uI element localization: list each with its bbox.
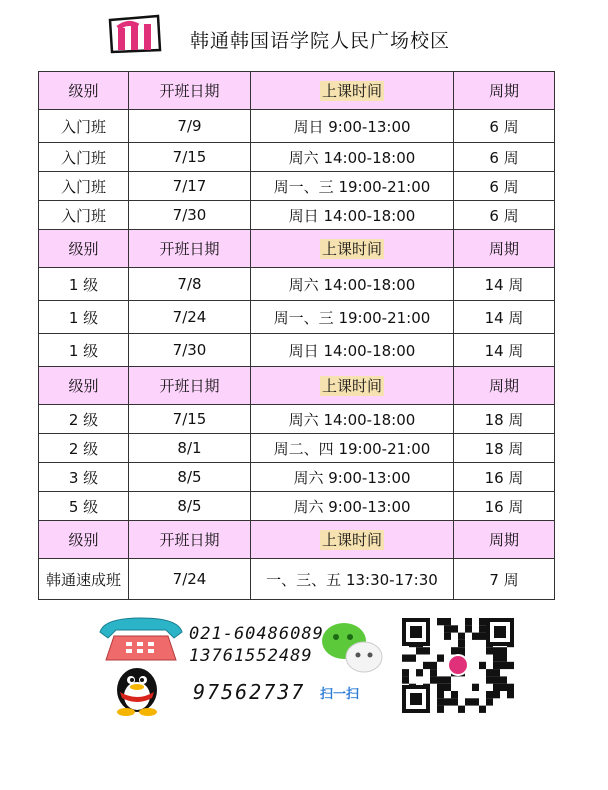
qr-module [479,618,486,625]
qr-module [500,662,507,669]
qr-module [444,676,451,683]
start-date-cell: 7/17 [129,172,251,201]
table-header-row [39,230,555,268]
qr-module [437,676,444,683]
header-class-time-label: 上课时间 [321,377,382,395]
qq-penguin-icon [108,660,166,716]
level-cell: 入门班 [39,201,129,230]
qr-module [444,618,451,625]
duration-cell: 14 周 [454,268,555,301]
duration-cell: 6 周 [454,172,555,201]
header-start-date [129,521,251,559]
qr-module [437,618,444,625]
header-start-date [129,72,251,110]
qr-module [430,662,437,669]
qr-module [451,647,458,654]
qr-module [479,706,486,713]
table-row [39,405,555,434]
header-level [39,72,129,110]
phone-number-1: 021-60486089 [189,624,324,644]
start-date-cell: 7/15 [129,405,251,434]
header-start-date-label: 开班日期 [159,377,220,395]
header-start-date [129,230,251,268]
qr-module [458,633,465,640]
table-header-row [39,521,555,559]
header-start-date [129,367,251,405]
start-date-cell: 8/1 [129,434,251,463]
qr-module [437,698,444,705]
qr-module [444,633,451,640]
qr-module [500,684,507,691]
qr-module [479,662,486,669]
qr-module [507,684,514,691]
table-header-row [39,367,555,405]
table-row [39,492,555,521]
qr-module [493,684,500,691]
table-row [39,201,555,230]
qr-module [430,669,437,676]
qr-module [465,625,472,632]
qr-module [402,655,409,662]
class-time-cell: 周一、三 19:00-21:00 [251,301,454,334]
page-title: 韩通韩国语学院人民广场校区 [190,30,451,52]
header-class-time-label: 上课时间 [321,240,382,258]
qr-module [493,647,500,654]
level-cell: 入门班 [39,172,129,201]
qr-module [479,625,486,632]
qr-module [507,662,514,669]
table-row [39,434,555,463]
header-duration [454,72,555,110]
qr-module [500,647,507,654]
qr-module [486,676,493,683]
duration-cell: 16 周 [454,463,555,492]
table-row [39,268,555,301]
qr-module [437,655,444,662]
qr-module [444,625,451,632]
level-cell: 2 级 [39,434,129,463]
level-cell: 入门班 [39,143,129,172]
scan-label: 扫一扫 [320,687,360,702]
qr-logo [448,655,468,675]
table-header-row [39,72,555,110]
start-date-cell: 8/5 [129,463,251,492]
qr-module [410,693,422,705]
qq-number: 97562737 [193,680,306,704]
header-duration-label: 周期 [488,377,519,395]
qr-module [451,691,458,698]
qr-module [493,655,500,662]
qr-module [486,691,493,698]
qr-module [458,640,465,647]
level-cell: 3 级 [39,463,129,492]
qr-code[interactable] [402,618,514,713]
header-duration-label: 周期 [488,240,519,258]
header-class-time-label: 上课时间 [321,531,382,549]
qr-module [486,669,493,676]
duration-cell: 6 周 [454,110,555,143]
qr-module [409,655,416,662]
start-date-cell: 7/24 [129,559,251,600]
qr-module [416,647,423,654]
telephone-icon [96,614,186,664]
qr-module [437,691,444,698]
header-duration [454,367,555,405]
level-cell: 5 级 [39,492,129,521]
qr-module [500,655,507,662]
header-class-time [251,367,454,405]
header-level-label: 级别 [68,240,99,258]
qr-module [507,691,514,698]
qr-module [430,676,437,683]
start-date-cell: 7/8 [129,268,251,301]
header-level [39,521,129,559]
header-start-date-label: 开班日期 [159,82,220,100]
duration-cell: 14 周 [454,301,555,334]
duration-cell: 18 周 [454,434,555,463]
qr-module [465,698,472,705]
header-level-label: 级别 [68,82,99,100]
class-time-cell: 周六 14:00-18:00 [251,405,454,434]
level-cell: 2 级 [39,405,129,434]
level-cell: 1 级 [39,334,129,367]
start-date-cell: 7/24 [129,301,251,334]
start-date-cell: 7/30 [129,334,251,367]
qr-module [486,698,493,705]
table-row [39,301,555,334]
class-time-cell: 周一、三 19:00-21:00 [251,172,454,201]
duration-cell: 16 周 [454,492,555,521]
header-level [39,367,129,405]
start-date-cell: 8/5 [129,492,251,521]
qr-module [493,691,500,698]
qr-module [444,698,451,705]
header-level-label: 级别 [68,377,99,395]
qr-module [423,647,430,654]
qr-module [493,676,500,683]
header-start-date-label: 开班日期 [159,240,220,258]
table-row [39,463,555,492]
table-row [39,172,555,201]
qr-module [444,684,451,691]
header-duration [454,230,555,268]
class-time-cell: 周六 9:00-13:00 [251,492,454,521]
class-time-cell: 周六 14:00-18:00 [251,143,454,172]
qr-module [472,633,479,640]
qr-module [465,618,472,625]
class-time-cell: 周日 9:00-13:00 [251,110,454,143]
header-start-date-label: 开班日期 [159,531,220,549]
table-row [39,143,555,172]
qr-module [494,626,506,638]
qr-module [451,698,458,705]
table-row [39,334,555,367]
duration-cell: 7 周 [454,559,555,600]
header-duration [454,521,555,559]
qr-module [458,647,465,654]
qr-module [493,669,500,676]
table-row [39,559,555,600]
qr-module [458,706,465,713]
duration-cell: 18 周 [454,405,555,434]
class-time-cell: 周日 14:00-18:00 [251,334,454,367]
phone-number-2: 13761552489 [189,646,313,666]
wechat-icon [318,619,386,679]
qr-module [437,706,444,713]
qr-module [479,633,486,640]
qr-module [423,662,430,669]
qr-module [402,669,409,676]
header-class-time [251,521,454,559]
level-cell: 1 级 [39,301,129,334]
schedule-table [38,71,555,600]
duration-cell: 14 周 [454,334,555,367]
level-cell: 入门班 [39,110,129,143]
start-date-cell: 7/9 [129,110,251,143]
class-time-cell: 周日 14:00-18:00 [251,201,454,230]
qr-module [410,626,422,638]
class-time-cell: 周六 9:00-13:00 [251,463,454,492]
start-date-cell: 7/30 [129,201,251,230]
qr-module [416,669,423,676]
qr-module [402,676,409,683]
header-class-time [251,72,454,110]
duration-cell: 6 周 [454,201,555,230]
header-level-label: 级别 [68,531,99,549]
class-time-cell: 一、三、五 13:30-17:30 [251,559,454,600]
header-duration-label: 周期 [488,531,519,549]
qr-module [437,684,444,691]
qr-module [472,684,479,691]
table-row [39,110,555,143]
start-date-cell: 7/15 [129,143,251,172]
qr-module [472,698,479,705]
header-class-time [251,230,454,268]
qr-module [486,647,493,654]
duration-cell: 6 周 [454,143,555,172]
header-class-time-label: 上课时间 [321,82,382,100]
class-time-cell: 周二、四 19:00-21:00 [251,434,454,463]
level-cell: 1 级 [39,268,129,301]
header-duration-label: 周期 [488,82,519,100]
level-cell: 韩通速成班 [39,559,129,600]
header-level [39,230,129,268]
class-time-cell: 周六 14:00-18:00 [251,268,454,301]
qr-module [500,676,507,683]
qr-module [493,662,500,669]
qr-module [451,625,458,632]
school-logo [106,14,164,54]
